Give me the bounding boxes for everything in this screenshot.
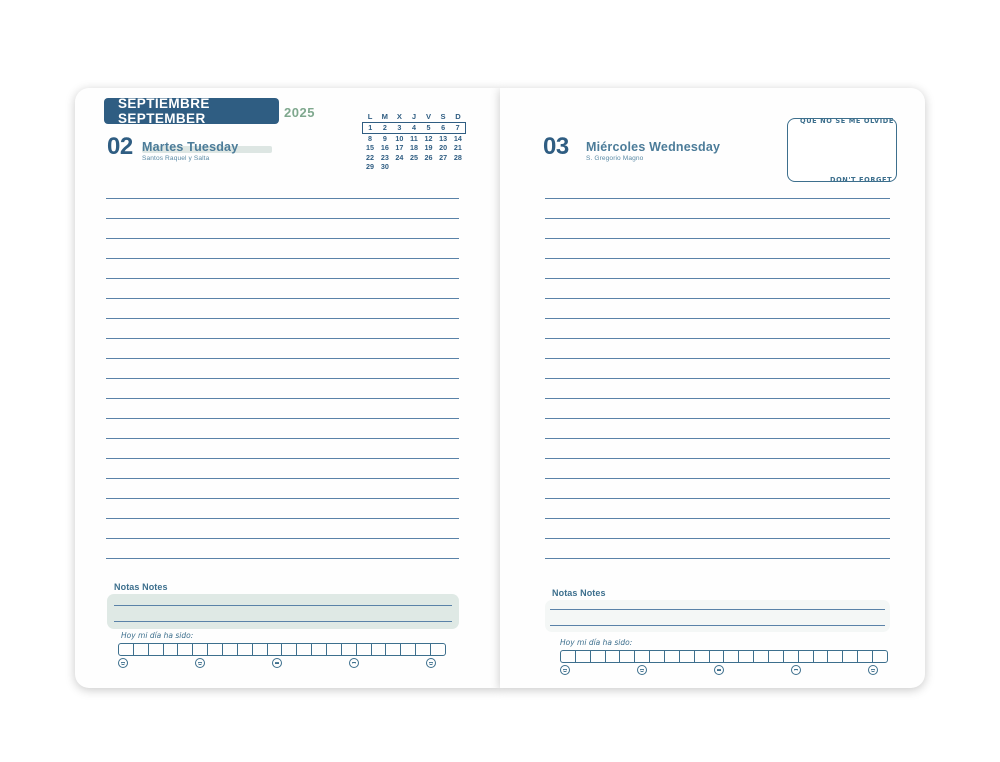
mood-cell[interactable] <box>754 651 769 662</box>
writing-line[interactable] <box>545 278 890 279</box>
mood-cell[interactable] <box>312 644 327 655</box>
calendar-day[interactable]: 7 <box>450 123 465 133</box>
writing-line[interactable] <box>545 378 890 379</box>
mood-cell[interactable] <box>268 644 283 655</box>
calendar-week-row <box>363 143 466 152</box>
smiley-happy-icon[interactable] <box>426 658 436 668</box>
calendar-day[interactable]: 5 <box>421 123 436 133</box>
mini-calendar[interactable] <box>362 112 466 171</box>
calendar-week-row <box>363 133 466 143</box>
mood-cell[interactable] <box>134 644 149 655</box>
writing-line[interactable] <box>106 318 459 319</box>
mood-cell[interactable] <box>591 651 606 662</box>
right-notes-label: Notas Notes <box>552 588 606 598</box>
writing-line[interactable] <box>106 518 459 519</box>
calendar-day[interactable]: 14 <box>453 133 462 143</box>
smiley-happy-icon[interactable] <box>195 658 205 668</box>
left-notes-label: Notas Notes <box>114 582 168 592</box>
left-day-number: 02 <box>107 133 133 160</box>
writing-line[interactable] <box>106 258 459 259</box>
mood-cell[interactable] <box>635 651 650 662</box>
writing-line[interactable] <box>106 218 459 219</box>
calendar-day <box>436 162 451 171</box>
mood-cell[interactable] <box>858 651 873 662</box>
mood-cell[interactable] <box>665 651 680 662</box>
mood-cell[interactable] <box>119 644 134 655</box>
mood-cell[interactable] <box>828 651 843 662</box>
calendar-day[interactable]: 15 <box>366 143 375 153</box>
writing-line[interactable] <box>106 278 459 279</box>
smiley-happy-icon[interactable] <box>637 665 647 675</box>
writing-line[interactable] <box>106 298 459 299</box>
mood-cell[interactable] <box>282 644 297 655</box>
calendar-day[interactable]: 4 <box>407 123 422 133</box>
calendar-day[interactable]: 30 <box>380 162 389 172</box>
writing-line[interactable] <box>545 198 890 199</box>
writing-line[interactable] <box>545 538 890 539</box>
mood-cell[interactable] <box>164 644 179 655</box>
calendar-day <box>421 162 436 171</box>
writing-line[interactable] <box>106 458 459 459</box>
notes-line[interactable] <box>550 625 885 626</box>
calendar-day[interactable]: 16 <box>380 143 389 153</box>
right-day-saint: S. Gregorio Magno <box>586 155 644 162</box>
smiley-happy-icon[interactable] <box>560 665 570 675</box>
calendar-week-row <box>363 123 466 133</box>
writing-line[interactable] <box>545 518 890 519</box>
mood-cell[interactable] <box>710 651 725 662</box>
calendar-day[interactable]: 17 <box>395 143 404 153</box>
smiley-sad-icon[interactable] <box>349 658 359 668</box>
mood-cell[interactable] <box>386 644 401 655</box>
mood-cell[interactable] <box>416 644 431 655</box>
writing-line[interactable] <box>106 238 459 239</box>
mood-cell[interactable] <box>695 651 710 662</box>
mood-cell[interactable] <box>178 644 193 655</box>
writing-line[interactable] <box>545 418 890 419</box>
calendar-day[interactable]: 3 <box>392 123 407 133</box>
weekday-header: J <box>411 111 417 121</box>
mood-cell[interactable] <box>873 651 887 662</box>
mood-cell[interactable] <box>606 651 621 662</box>
weekday-header: S <box>440 111 446 121</box>
notes-line[interactable] <box>550 609 885 610</box>
mood-cell[interactable] <box>561 651 576 662</box>
calendar-day[interactable]: 1 <box>363 123 378 133</box>
calendar-day[interactable]: 26 <box>424 152 433 162</box>
writing-line[interactable] <box>106 558 459 559</box>
calendar-day[interactable]: 19 <box>424 143 433 153</box>
notes-line[interactable] <box>114 605 452 606</box>
calendar-day[interactable]: 28 <box>453 152 462 162</box>
calendar-day[interactable]: 2 <box>378 123 393 133</box>
mood-cell[interactable] <box>814 651 829 662</box>
left-notes-box[interactable] <box>107 594 459 629</box>
calendar-day[interactable]: 27 <box>439 152 448 162</box>
writing-line[interactable] <box>106 478 459 479</box>
left-mood-bar[interactable] <box>118 643 446 656</box>
calendar-day[interactable]: 20 <box>439 143 448 153</box>
mood-cell[interactable] <box>431 644 445 655</box>
mood-cell[interactable] <box>739 651 754 662</box>
mood-cell[interactable] <box>784 651 799 662</box>
mood-cell[interactable] <box>223 644 238 655</box>
mood-cell[interactable] <box>208 644 223 655</box>
weekday-header: M <box>381 111 388 121</box>
calendar-day <box>450 162 465 171</box>
smiley-happy-icon[interactable] <box>868 665 878 675</box>
calendar-day[interactable]: 11 <box>410 133 418 143</box>
writing-line[interactable] <box>545 358 890 359</box>
mood-cell[interactable] <box>620 651 635 662</box>
dont-forget-bottom-label: DON'T FORGET <box>830 176 893 184</box>
mood-cell[interactable] <box>297 644 312 655</box>
left-mood-label: Hoy mi día ha sido: <box>121 631 194 640</box>
writing-line[interactable] <box>545 298 890 299</box>
calendar-day[interactable]: 24 <box>395 152 404 162</box>
writing-line[interactable] <box>545 318 890 319</box>
calendar-day[interactable]: 29 <box>366 162 375 172</box>
mood-cell[interactable] <box>149 644 164 655</box>
mood-cell[interactable] <box>193 644 208 655</box>
calendar-day[interactable]: 25 <box>409 152 418 162</box>
writing-line[interactable] <box>106 398 459 399</box>
writing-line[interactable] <box>106 358 459 359</box>
right-mood-label: Hoy mi día ha sido: <box>560 638 633 647</box>
writing-line[interactable] <box>106 498 459 499</box>
mood-cell[interactable] <box>253 644 268 655</box>
dont-forget-box[interactable] <box>787 118 897 182</box>
right-notes-box[interactable] <box>545 600 890 632</box>
mood-cell[interactable] <box>799 651 814 662</box>
writing-line[interactable] <box>545 338 890 339</box>
writing-line[interactable] <box>545 438 890 439</box>
calendar-day <box>392 162 407 171</box>
left-day-saint: Santos Raquel y Salta <box>142 155 210 162</box>
smiley-flat-icon[interactable] <box>714 665 724 675</box>
notes-line[interactable] <box>114 621 452 622</box>
writing-line[interactable] <box>106 378 459 379</box>
mood-cell[interactable] <box>238 644 253 655</box>
mood-cell[interactable] <box>401 644 416 655</box>
calendar-day[interactable]: 13 <box>439 133 448 143</box>
dont-forget-top-label: QUE NO SE ME OLVIDE <box>800 117 894 125</box>
left-day-name: Martes Tuesday <box>142 140 239 154</box>
writing-line[interactable] <box>106 418 459 419</box>
mood-cell[interactable] <box>769 651 784 662</box>
year-label: 2025 <box>284 105 315 120</box>
left-writing-area[interactable] <box>106 198 459 568</box>
mood-cell[interactable] <box>650 651 665 662</box>
smiley-happy-icon[interactable] <box>118 658 128 668</box>
calendar-day[interactable]: 21 <box>453 143 462 153</box>
calendar-day[interactable]: 12 <box>424 133 433 143</box>
mood-cell[interactable] <box>372 644 387 655</box>
mood-cell[interactable] <box>843 651 858 662</box>
writing-line[interactable] <box>106 338 459 339</box>
writing-line[interactable] <box>545 498 890 499</box>
calendar-week-row <box>363 153 466 162</box>
calendar-day <box>407 162 422 171</box>
weekday-header: X <box>396 111 402 121</box>
mood-cell[interactable] <box>680 651 695 662</box>
writing-line[interactable] <box>545 218 890 219</box>
right-mood-faces[interactable] <box>560 665 878 675</box>
calendar-day[interactable]: 22 <box>366 152 375 162</box>
writing-line[interactable] <box>545 398 890 399</box>
writing-line[interactable] <box>545 258 890 259</box>
left-mood-faces[interactable] <box>118 658 436 668</box>
calendar-day[interactable]: 10 <box>395 133 404 143</box>
calendar-day[interactable]: 8 <box>368 133 373 143</box>
weekday-header: L <box>367 111 373 121</box>
writing-line[interactable] <box>106 438 459 439</box>
mini-calendar-header-row <box>363 112 466 123</box>
mood-cell[interactable] <box>576 651 591 662</box>
calendar-day[interactable]: 18 <box>409 143 418 153</box>
writing-line[interactable] <box>545 238 890 239</box>
calendar-day[interactable]: 23 <box>380 152 389 162</box>
smiley-sad-icon[interactable] <box>791 665 801 675</box>
right-day-number: 03 <box>543 133 569 160</box>
writing-line[interactable] <box>106 198 459 199</box>
writing-line[interactable] <box>545 458 890 459</box>
writing-line[interactable] <box>545 478 890 479</box>
mood-cell[interactable] <box>357 644 372 655</box>
smiley-flat-icon[interactable] <box>272 658 282 668</box>
mood-cell[interactable] <box>724 651 739 662</box>
right-day-name: Miércoles Wednesday <box>586 140 721 154</box>
right-mood-bar[interactable] <box>560 650 888 663</box>
mood-cell[interactable] <box>327 644 342 655</box>
calendar-day[interactable]: 9 <box>382 133 387 143</box>
calendar-day[interactable]: 6 <box>436 123 451 133</box>
weekday-header: V <box>425 111 432 121</box>
month-banner: SEPTIEMBRE SEPTEMBER <box>104 98 279 124</box>
writing-line[interactable] <box>106 538 459 539</box>
mood-cell[interactable] <box>342 644 357 655</box>
right-writing-area[interactable] <box>545 198 890 568</box>
weekday-header: D <box>455 111 461 121</box>
writing-line[interactable] <box>545 558 890 559</box>
calendar-week-row <box>363 162 466 171</box>
